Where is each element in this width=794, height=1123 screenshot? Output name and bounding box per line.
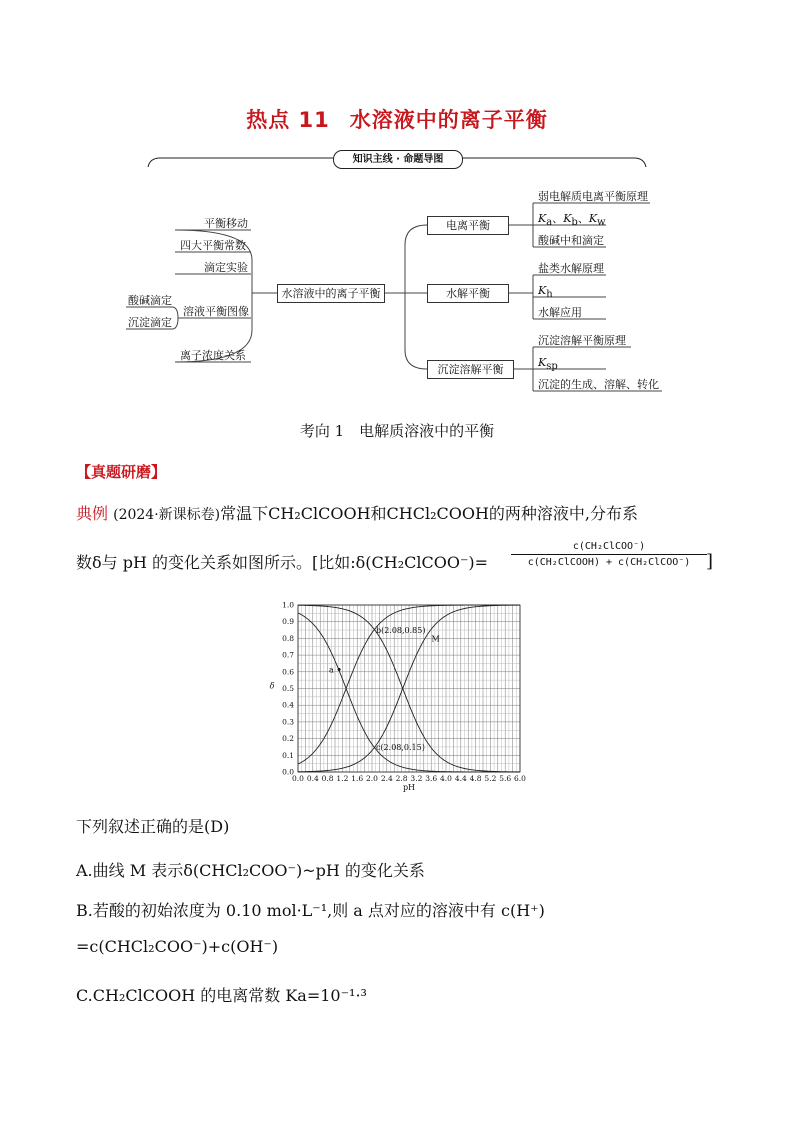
mindmap-leaf-constants: $K_a$、$K_b$、$K_w$ xyxy=(538,212,606,229)
mindmap-leaf: 水解应用 xyxy=(538,306,582,319)
x-tick-label: 3.6 xyxy=(425,774,438,783)
y-tick-label: 0.5 xyxy=(282,684,294,693)
x-tick-label: 2.0 xyxy=(366,774,378,783)
mindmap-center-node: 水溶液中的离子平衡 xyxy=(277,284,385,303)
y-tick-label: 0.1 xyxy=(282,750,294,760)
chart-annotation: M xyxy=(431,634,440,644)
mindmap-leaf: 沉淀的生成、溶解、转化 xyxy=(538,378,659,391)
x-tick-label: 4.8 xyxy=(469,774,482,783)
x-tick-label: 4.0 xyxy=(440,774,452,783)
mindmap-node-precipitation: 沉淀溶解平衡 xyxy=(427,360,514,379)
mindmap-left-item: 滴定实验 xyxy=(204,261,248,274)
y-tick-label: 0.6 xyxy=(282,667,294,677)
y-tick-label: 0.7 xyxy=(282,650,294,660)
x-tick-label: 6.0 xyxy=(514,774,526,783)
distribution-chart xyxy=(266,597,532,794)
x-axis-label: pH xyxy=(402,783,416,792)
mindmap-left-item: 四大平衡常数 xyxy=(180,239,246,252)
option-c: C.CH₂ClCOOH 的电离常数 Ka=10⁻¹·³ xyxy=(76,986,367,1005)
example-lead: 典例 xyxy=(76,504,109,523)
y-tick-label: 0.9 xyxy=(282,617,294,627)
y-tick-label: 0.8 xyxy=(282,633,294,643)
y-axis-label: δ xyxy=(269,681,275,691)
x-tick-label: 2.8 xyxy=(395,774,408,783)
section-subtitle: 考向 1 电解质溶液中的平衡 xyxy=(299,422,495,440)
mindmap-sub-item: 酸碱滴定 xyxy=(128,294,172,307)
title-number: 热点 11 xyxy=(246,108,330,132)
chart-annotation: b(2.08,0.85) xyxy=(375,626,426,636)
x-tick-label: 3.2 xyxy=(410,774,423,783)
delta-fraction: c(CH₂ClCOO⁻) c(CH₂ClCOOH) + c(CH₂ClCOO⁻) xyxy=(511,541,707,568)
y-tick-label: 0.2 xyxy=(282,734,294,744)
bracket-close: ] xyxy=(706,551,714,572)
mindmap-node-ionization: 电离平衡 xyxy=(427,216,509,235)
x-tick-label: 0.0 xyxy=(292,774,304,783)
mindmap-left-item: 平衡移动 xyxy=(204,217,248,230)
x-tick-label: 5.2 xyxy=(484,774,497,783)
knowledge-banner: 知识主线 · 命题导图 xyxy=(333,150,463,169)
chart-annotation: a xyxy=(329,665,334,675)
mindmap-leaf-ksp: $K_{sp}$ xyxy=(538,356,558,373)
x-tick-label: 1.2 xyxy=(336,774,349,783)
mindmap-leaf: 沉淀溶解平衡原理 xyxy=(538,334,626,347)
mindmap-leaf: 盐类水解原理 xyxy=(538,262,604,275)
example-line-1 xyxy=(76,503,638,526)
x-tick-label: 5.6 xyxy=(499,774,512,783)
x-tick-label: 0.8 xyxy=(321,774,334,783)
mindmap-leaf-kh: $K_h$ xyxy=(538,284,553,301)
mindmap-sub-item: 沉淀滴定 xyxy=(128,316,172,329)
x-tick-label: 4.4 xyxy=(454,774,467,783)
y-tick-label: 0.4 xyxy=(282,700,294,710)
mindmap-lines xyxy=(0,0,794,400)
option-a: A.曲线 M 表示δ(CHCl₂COO⁻)~pH 的变化关系 xyxy=(76,861,425,880)
y-tick-label: 0.0 xyxy=(282,767,294,777)
x-tick-label: 2.4 xyxy=(380,774,393,783)
section-label: 【真题研磨】 xyxy=(76,463,167,481)
x-tick-label: 1.6 xyxy=(351,774,364,783)
chart-annotation: c(2.08,0.15) xyxy=(375,742,425,752)
title-text: 水溶液中的离子平衡 xyxy=(349,108,548,132)
y-tick-label: 0.3 xyxy=(282,717,294,727)
example-text: 常温下CH₂ClCOOH和CHCl₂COOH的两种溶液中,分布系 xyxy=(220,504,639,523)
x-tick-label: 0.4 xyxy=(306,774,319,783)
mindmap-leaf: 弱电解质电离平衡原理 xyxy=(538,190,648,203)
mindmap-left-item: 溶液平衡图像 xyxy=(183,305,249,318)
mindmap-left-item: 离子浓度关系 xyxy=(180,349,246,362)
y-tick-label: 1.0 xyxy=(282,600,294,610)
point-a xyxy=(338,668,341,671)
question-text: 下列叙述正确的是(D) xyxy=(76,817,230,836)
mindmap-leaf: 酸碱中和滴定 xyxy=(538,234,604,247)
example-source: (2024·新课标卷) xyxy=(113,507,221,523)
example-line-2: 数δ与 pH 的变化关系如图所示。[比如:δ(CH₂ClCOO⁻)= xyxy=(76,553,489,572)
option-b-line2: =c(CHCl₂COO⁻)+c(OH⁻) xyxy=(76,937,279,956)
mindmap-node-hydrolysis: 水解平衡 xyxy=(427,284,509,303)
option-b-line1: B.若酸的初始浓度为 0.10 mol·L⁻¹,则 a 点对应的溶液中有 c(H⁺) xyxy=(76,901,545,920)
